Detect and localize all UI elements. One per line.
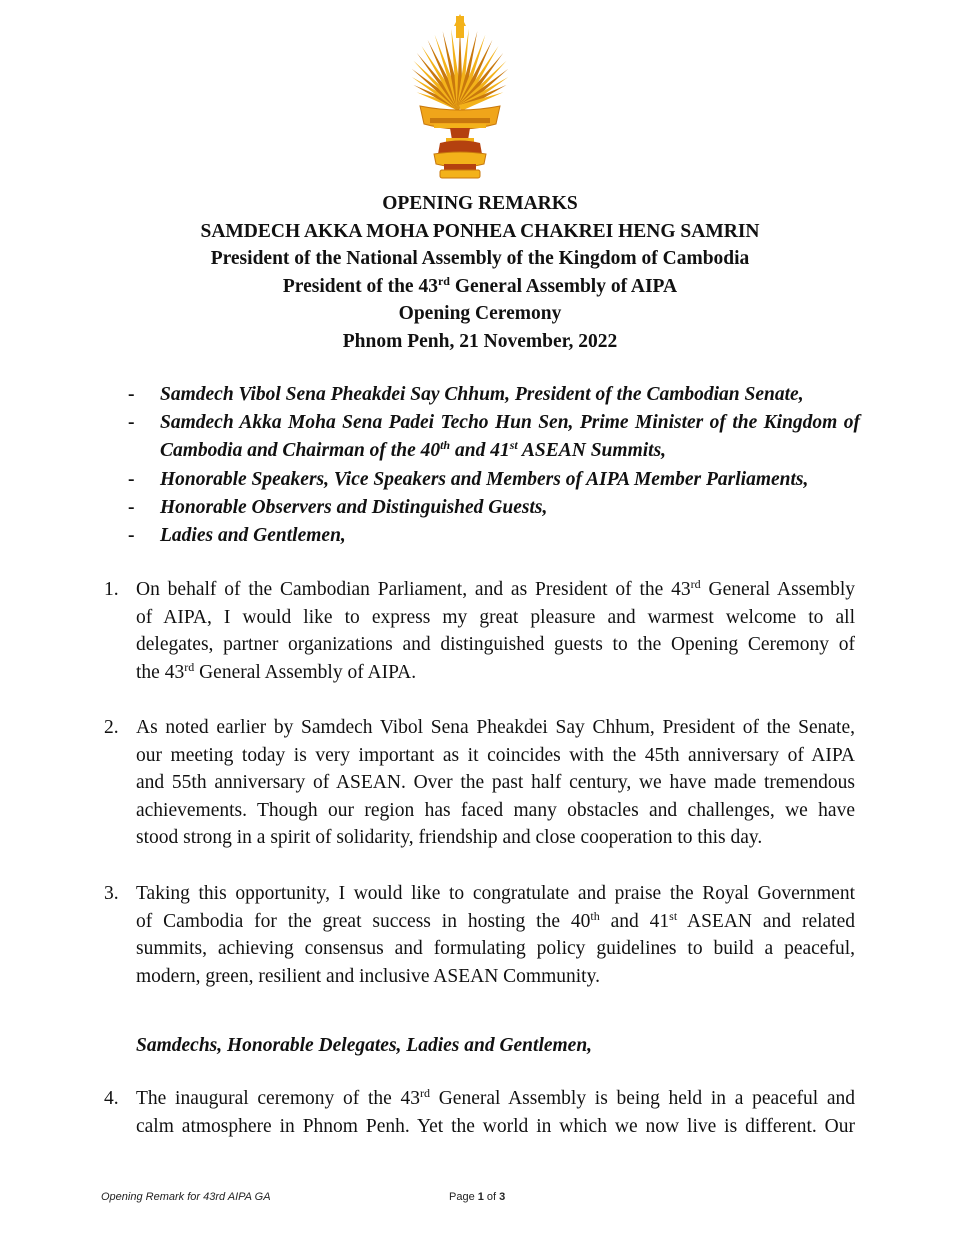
salutation-item: - Honorable Observers and Distinguished Guests,: [128, 496, 548, 518]
footer-document-name: Opening Remark for 43rd AIPA GA: [101, 1191, 271, 1203]
paragraph-2: 2. As noted earlier by Samdech Vibol Sena Pheakdei Say Chhum, President of the Senate, our meeting today is very important as it coincides with the 45th anniversary of AIPA and 55th anniversary of ASEAN. Over the past half century, we have made tremendous achievements. Though our region has faced many obstacles and challenges, we have stood strong in a spirit of solidarity, friendship and close cooperation to this day.: [104, 717, 855, 848]
emblem-base: [440, 170, 480, 178]
title-block: [80, 190, 880, 356]
salutation-item: - Samdech Vibol Sena Pheakdei Say Chhum, President of the Cambodian Senate,: [128, 384, 804, 405]
speaker-title-2: President of the 43rd General Assembly of AIPA: [282, 273, 678, 297]
salutation-list: [0, 381, 960, 550]
paragraph-3: 3. Taking this opportunity, I would like to congratulate and praise the Royal Government of Cambodia for the great success in hosting the 40th and 41st ASEAN and related summits, achieving consensus and formulating policy guidelines to build a peaceful, modern, green, resilient and inclusive ASEAN Community.: [104, 883, 855, 987]
footer-page-number: Page 1 of 3: [449, 1191, 506, 1203]
salutation-item: - Samdech Akka Moha Sena Padei Techo Hun Sen, Prime Minister of the Kingdom of Cambodia and Chairman of the 40th and 41st ASEAN Summits,: [128, 412, 860, 462]
event-place-date: Phnom Penh, 21 November, 2022: [342, 330, 618, 352]
salutation-item: - Ladies and Gentlemen,: [128, 525, 346, 547]
paragraph-4: 4. The inaugural ceremony of the 43rd General Assembly is being held in a peaceful and calm atmosphere in Phnom Penh. Yet the world in which we now live is different. Our: [104, 1086, 856, 1137]
salutation-item: - Honorable Speakers, Vice Speakers and Members of AIPA Member Parliaments,: [128, 468, 809, 490]
speaker-name: SAMDECH AKKA MOHA PONHEA CHAKREI HENG SAMRIN: [200, 220, 760, 242]
national-assembly-emblem: [400, 14, 520, 182]
event-name: Opening Ceremony: [398, 303, 562, 325]
sub-salutation: Samdechs, Honorable Delegates, Ladies and Gentlemen,: [136, 1035, 593, 1056]
title-heading: OPENING REMARKS: [382, 193, 578, 214]
paragraph-1: 1. On behalf of the Cambodian Parliament, and as President of the 43rd General Assembly of AIPA, I would like to express my great pleasure and warmest welcome to all delegates, partner organizations and distinguished guests to the Opening Ceremony of the 43rd General Assembly of AIPA.: [104, 577, 855, 683]
speaker-title-1: President of the National Assembly of the Kingdom of Cambodia: [210, 248, 750, 270]
